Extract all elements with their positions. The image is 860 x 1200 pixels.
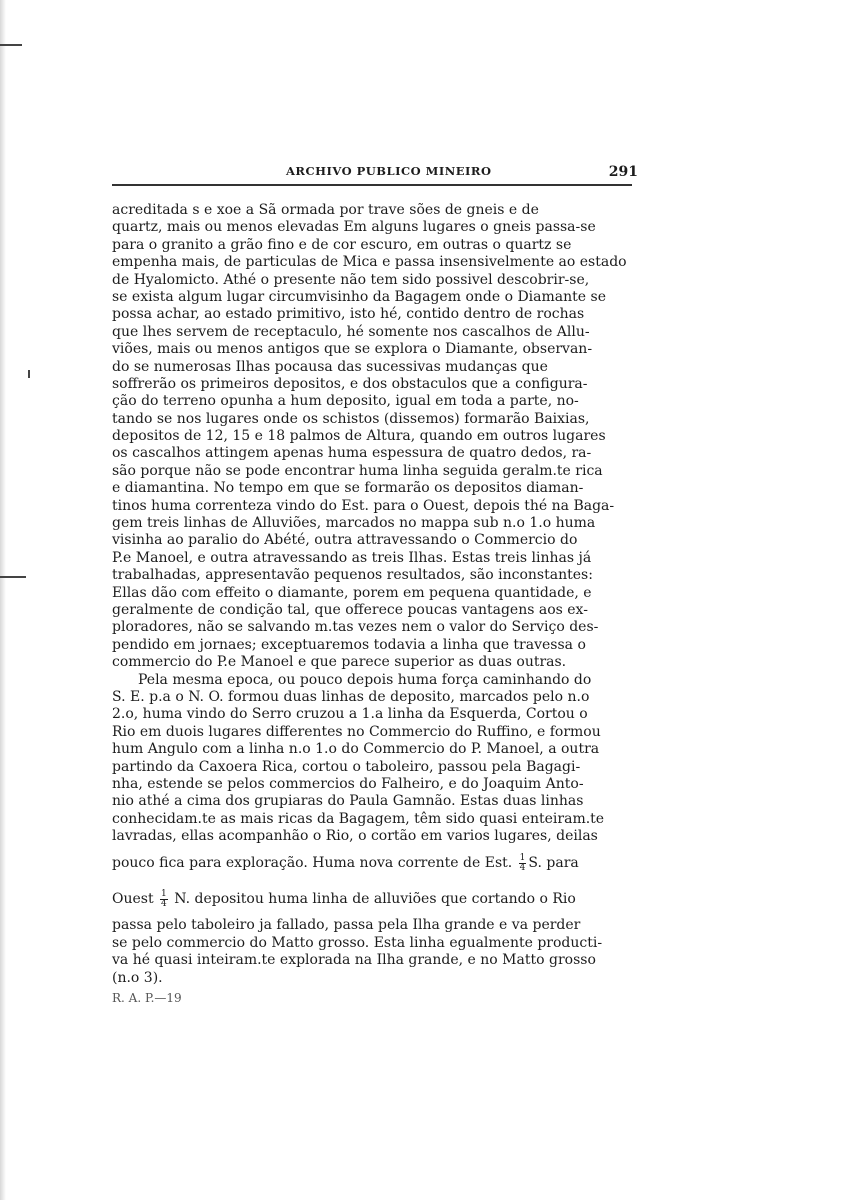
text-line: Ellas dão com effeito o diamante, porem em pequena quantidade, e (112, 584, 592, 601)
text-line: commercio do P.e Manoel e que parece superior as duas outras. (112, 654, 567, 671)
text-line: trabalhadas, appresentavão pequenos resultados, são inconstantes: (112, 567, 593, 584)
binding-mark (0, 44, 22, 46)
book-page (112, 158, 638, 1006)
text-line: Rio em duois lugares differentes no Commercio do Ruffino, e formou (112, 723, 601, 740)
text-line: se exista algum lugar circumvisinho da Bagagem onde o Diamante se (112, 288, 606, 305)
text-line: Pela mesma epoca, ou pouco depois huma força caminhando do (138, 671, 592, 688)
text-line: lavradas, ellas acompanhão o Rio, o cortão em varios lugares, deilas (112, 828, 598, 845)
text-line: 2.o, huma vindo do Serro cruzou a 1.a linha da Esquerda, Cortou o (112, 706, 588, 723)
text-line: N. depositou huma linha de alluviões que cortando o Rio (174, 891, 576, 908)
paragraph-3 (112, 917, 632, 987)
text-line: ploradores, não se salvando m.tas vezes nem o valor do Serviço des- (112, 619, 599, 636)
text-line: geralmente de condição tal, que offerece poucas vantagens aos ex- (112, 601, 588, 618)
fraction-line-1 (112, 845, 632, 881)
text-line: S. E. p.a o N. O. formou duas linhas de deposito, marcados pelo n.o (112, 688, 590, 705)
text-line: gem treis linhas de Alluviões, marcados no mappa sub n.o 1.o huma (112, 515, 596, 532)
text-line: va hé quasi inteiram.te explorada na Ilha grande, e no Matto grosso (112, 952, 596, 969)
text-line: soffrerão os primeiros depositos, e dos obstaculos que a configura- (112, 375, 588, 392)
text-line: hum Angulo com a linha n.o 1.o do Commercio do P. Manoel, a outra (112, 741, 600, 758)
text-line: tinos huma correnteza vindo do Est. para o Ouest, depois thé na Baga- (112, 497, 615, 514)
text-line: pendido em jornaes; exceptuaremos todavia a linha que travessa o (112, 636, 586, 653)
signature-mark: R. A. P.—19 (112, 991, 182, 1006)
text-line: tando se nos lugares onde os schistos (dissemos) formarão Baixias, (112, 410, 590, 427)
text-line: passa pelo taboleiro ja fallado, passa pela Ilha grande e va perder (112, 917, 581, 934)
text-line: para o granito a grão fino e de cor escuro, em outras o quartz se (112, 236, 572, 253)
text-line: S. para (528, 855, 579, 872)
page-number: 291 (608, 164, 638, 180)
text-line: os cascalhos attingem apenas huma espessura de quatro dedos, ra- (112, 445, 592, 462)
running-title: ARCHIVO PUBLICO MINEIRO (286, 164, 492, 178)
text-line: empenha mais, de particulas de Mica e passa insensivelmente ao estado (112, 254, 627, 271)
text-line: visinha ao paralio do Abété, outra attravessando o Commercio do (112, 532, 578, 549)
fraction: $\frac{1}{4}$ (161, 888, 167, 909)
binding-mark (0, 576, 26, 578)
text-line: Ouest (112, 891, 154, 908)
text-line: viões, mais ou menos antigos que se explora o Diamante, observan- (112, 341, 593, 358)
page-edge-shadow (0, 0, 6, 1200)
text-line: partindo da Caxoera Rica, cortou o taboleiro, passou pela Bagagi- (112, 758, 581, 775)
text-line: e diamantina. No tempo em que se formarão os depositos diaman- (112, 480, 584, 497)
fraction-line-2 (112, 881, 632, 917)
text-line: pouco fica para exploração. Huma nova corrente de Est. (112, 855, 513, 872)
text-line: depositos de 12, 15 e 18 palmos de Altura, quando em outros lugares (112, 428, 606, 445)
text-line: P.e Manoel, e outra atravessando as treis Ilhas. Estas treis linhas já (112, 549, 592, 566)
text-line: nio athé a cima dos grupiaras do Paula Gamnão. Estas duas linhas (112, 793, 584, 810)
text-line: ção do terreno opunha a hum deposito, igual em toda a parte, no- (112, 393, 579, 410)
paragraph-2 (112, 672, 632, 846)
fraction: $\frac{1}{4}$ (519, 852, 526, 873)
text-line: do se numerosas Ilhas pocausa das sucessivas mudanças que (112, 358, 548, 375)
text-line: acreditada s e xoe a Sã ormada por trave sões de gneis e de (112, 202, 539, 218)
running-header (112, 158, 638, 186)
binding-mark (28, 370, 30, 378)
text-line: quartz, mais ou menos elevadas Em alguns lugares o gneis passa-se (112, 219, 596, 236)
text-line: possa achar, ao estado primitivo, isto hé, contido dentro de rochas (112, 306, 585, 323)
body-text (112, 202, 632, 987)
text-line: conhecidam.te as mais ricas da Bagagem, têm sido quasi enteiram.te (112, 810, 605, 827)
paragraph-1 (112, 202, 632, 672)
text-line: de Hyalomicto. Athé o presente não tem sido possivel descobrir-se, (112, 271, 590, 288)
text-line: se pelo commercio do Matto grosso. Esta linha egualmente producti- (112, 934, 603, 951)
text-line: que lhes servem de receptaculo, hé somente nos cascalhos de Allu- (112, 323, 590, 340)
text-line: nha, estende se pelos commercios do Falheiro, e do Joaquim Anto- (112, 775, 584, 792)
text-line: são porque não se pode encontrar huma linha seguida geralm.te rica (112, 462, 603, 479)
text-line: (n.o 3). (112, 969, 163, 986)
